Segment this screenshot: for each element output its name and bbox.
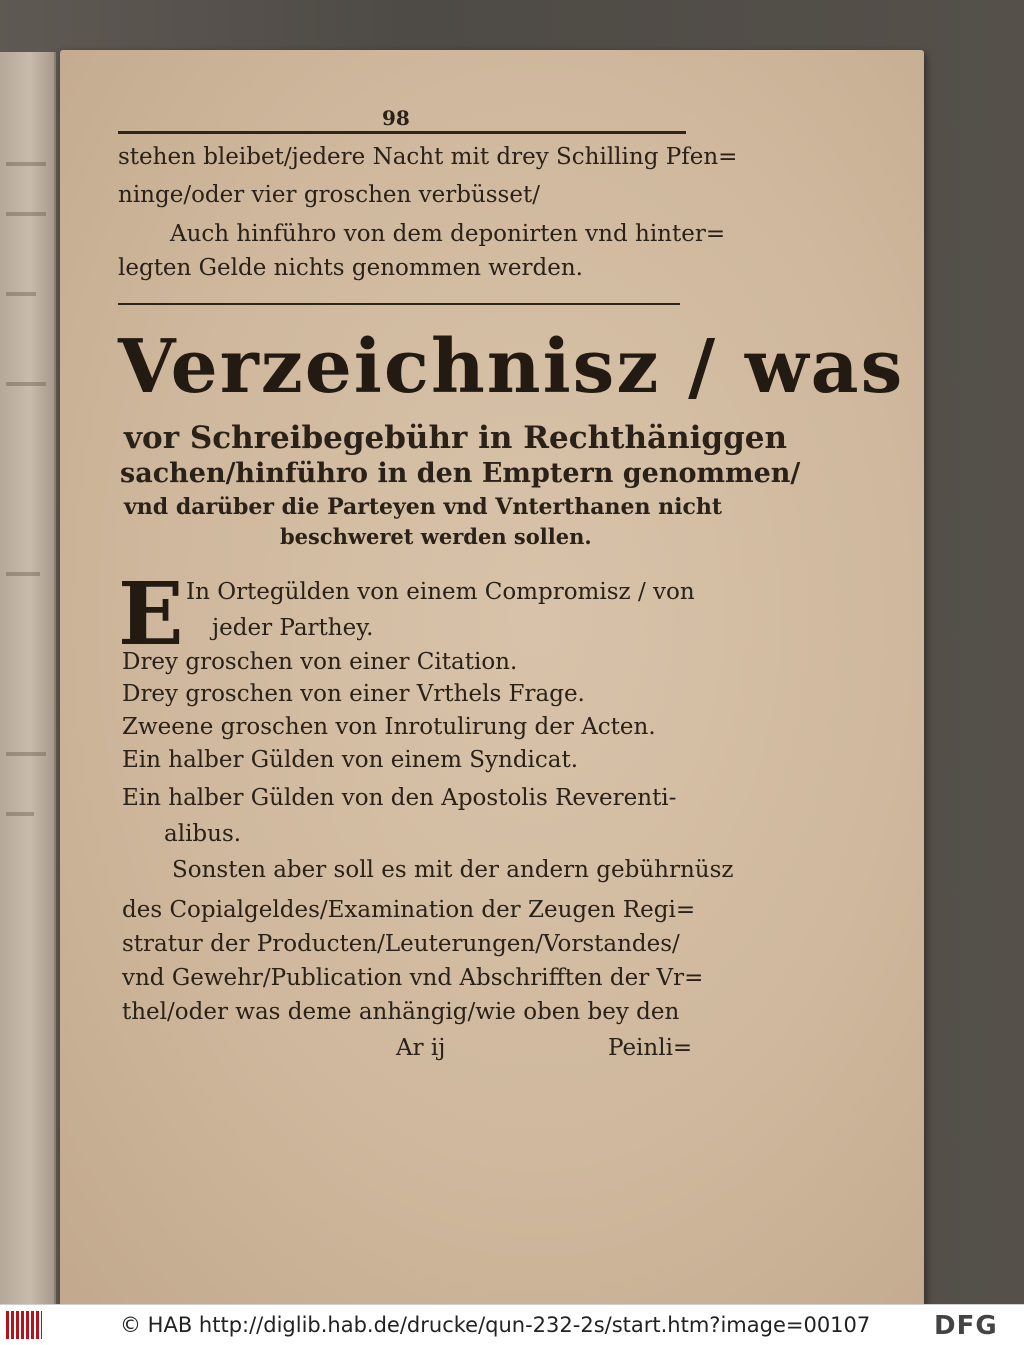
closing-paragraph-line: Sonsten aber soll es mit der andern gebührnüsz xyxy=(172,857,734,883)
heading-line: beschweret werden sollen. xyxy=(280,524,592,549)
list-item: Ein halber Gülden von einem Syndicat. xyxy=(122,747,579,773)
list-first-line: In Ortegülden von einem Compromisz / von xyxy=(186,579,695,605)
catchword: Peinli= xyxy=(608,1035,693,1061)
list-item: Zweene groschen von Inrotulirung der Acten. xyxy=(122,714,656,740)
signature-mark: Ar ij xyxy=(396,1035,446,1061)
drop-cap-initial: E xyxy=(118,564,184,665)
closing-paragraph-line: vnd Gewehr/Publication vnd Abschrifften der Vr= xyxy=(122,965,704,991)
facing-page-edge xyxy=(0,52,56,1312)
heading-title: Verzeichnisz / was xyxy=(118,324,905,410)
heading-line: vor Schreibegebühr in Rechthäniggen xyxy=(124,420,788,456)
top-paragraph-line: Auch hinführo von dem deponirten vnd hinter= xyxy=(170,221,726,247)
page-number: 98 xyxy=(382,106,410,130)
closing-paragraph-line: stratur der Producten/Leuterungen/Vorstandes/ xyxy=(122,931,680,957)
top-paragraph-line: ninge/oder vier groschen verbüsset/ xyxy=(118,182,540,208)
list-item: Drey groschen von einer Citation. xyxy=(122,649,518,675)
dfg-logo: DFG xyxy=(934,1311,998,1341)
list-first-line-cont: jeder Parthey. xyxy=(212,615,374,641)
closing-paragraph-line: thel/oder was deme anhängig/wie oben bey den xyxy=(122,999,680,1025)
list-item: alibus. xyxy=(164,821,242,847)
header-rule xyxy=(118,131,686,134)
top-paragraph-line: stehen bleibet/jedere Nacht mit drey Schilling Pfen= xyxy=(118,144,738,170)
section-rule xyxy=(118,303,680,305)
closing-paragraph-line: des Copialgeldes/Examination der Zeugen Regi= xyxy=(122,897,696,923)
viewer-footer xyxy=(0,1304,1024,1345)
heading-line: sachen/hinführo in den Emptern genommen/ xyxy=(120,458,801,489)
list-item: Ein halber Gülden von den Apostolis Reverenti- xyxy=(122,785,677,811)
list-item: Drey groschen von einer Vrthels Frage. xyxy=(122,681,585,707)
citation-link[interactable]: © HAB http://diglib.hab.de/drucke/qun-232-2s/start.htm?image=00107 xyxy=(120,1313,871,1337)
hab-logo-icon xyxy=(6,1311,42,1339)
top-paragraph-line: legten Gelde nichts genommen werden. xyxy=(118,255,583,281)
heading-line: vnd darüber die Parteyen vnd Vnterthanen nicht xyxy=(124,494,723,520)
